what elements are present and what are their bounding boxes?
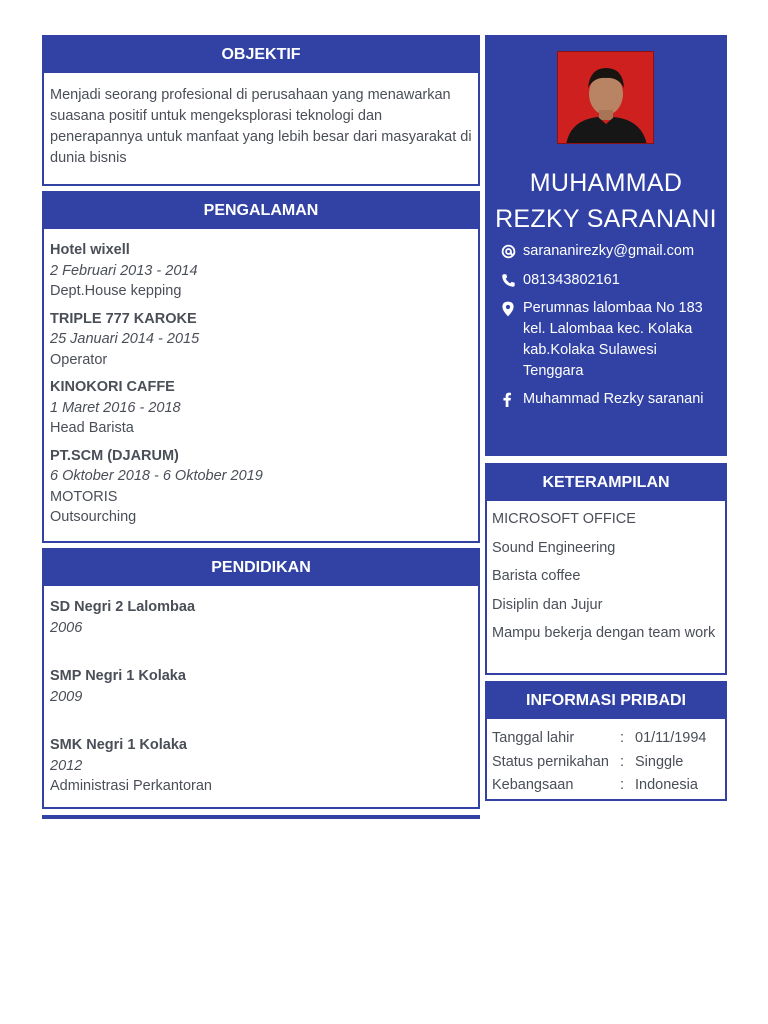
phone-icon bbox=[501, 270, 523, 295]
skills-section bbox=[485, 463, 727, 675]
skill-item: Sound Engineering bbox=[492, 539, 616, 556]
profile-name-line1: MUHAMMAD bbox=[529, 169, 683, 197]
contact-phone-text: 081343802161 bbox=[523, 272, 620, 288]
experience-period: 25 Januari 2014 - 2015 bbox=[50, 331, 200, 347]
education-item bbox=[50, 666, 472, 707]
experience-heading: PENGALAMAN bbox=[44, 193, 478, 229]
education-school: SD Negri 2 Lalombaa bbox=[50, 599, 196, 615]
personal-info-heading: INFORMASI PRIBADI bbox=[487, 683, 725, 719]
education-item bbox=[50, 735, 472, 797]
education-year: 2006 bbox=[50, 619, 83, 636]
contact-address bbox=[501, 298, 711, 382]
contact-email bbox=[501, 241, 711, 266]
section-divider bbox=[42, 815, 480, 819]
contact-email-text: sarananirezky@gmail.com bbox=[523, 243, 695, 259]
skill-item: MICROSOFT OFFICE bbox=[492, 511, 636, 527]
personal-info-row bbox=[492, 751, 720, 775]
contact-phone bbox=[501, 270, 711, 295]
personal-info-label: Tanggal lahir bbox=[492, 730, 575, 746]
experience-note: Outsourching bbox=[50, 509, 137, 525]
experience-section bbox=[42, 191, 480, 543]
experience-period: 1 Maret 2016 - 2018 bbox=[50, 399, 181, 416]
profile-panel bbox=[485, 35, 727, 456]
contact-address-text: Perumnas lalombaa No 183 kel. Lalombaa kec. Kolaka kab.Kolaka Sulawesi Tenggara bbox=[523, 300, 703, 379]
personal-info-separator: : bbox=[620, 777, 625, 793]
at-sign-icon bbox=[501, 241, 523, 266]
experience-item bbox=[50, 309, 472, 371]
profile-photo bbox=[557, 51, 654, 144]
experience-company: PT.SCM (DJARUM) bbox=[50, 447, 179, 464]
profile-name-line2: REZKY SARANANI bbox=[495, 205, 717, 233]
experience-role: Head Barista bbox=[50, 420, 134, 436]
experience-period: 6 Oktober 2018 - 6 Oktober 2019 bbox=[50, 468, 263, 484]
experience-role: Dept.House kepping bbox=[50, 283, 182, 299]
education-section bbox=[42, 548, 480, 809]
skill-item: Barista coffee bbox=[492, 568, 581, 584]
experience-role: MOTORIS bbox=[50, 488, 118, 505]
experience-company: KINOKORI CAFFE bbox=[50, 379, 175, 395]
map-pin-icon bbox=[501, 298, 523, 382]
education-item bbox=[50, 597, 472, 638]
experience-item bbox=[50, 446, 472, 528]
personal-info-value: Singgle bbox=[635, 753, 684, 770]
experience-period: 2 Februari 2013 - 2014 bbox=[50, 262, 198, 279]
personal-info-section bbox=[485, 681, 727, 801]
experience-role: Operator bbox=[50, 351, 108, 368]
personal-info-row bbox=[492, 727, 720, 751]
objective-section bbox=[42, 35, 480, 186]
skill-item: Disiplin dan Jujur bbox=[492, 596, 603, 613]
personal-info-value: 01/11/1994 bbox=[635, 730, 707, 746]
personal-info-row bbox=[492, 774, 720, 798]
facebook-icon bbox=[501, 389, 523, 414]
education-school: SMK Negri 1 Kolaka bbox=[50, 737, 187, 753]
personal-info-label: Kebangsaan bbox=[492, 777, 574, 793]
profile-name bbox=[485, 165, 727, 237]
experience-item bbox=[50, 377, 472, 439]
personal-info-separator: : bbox=[620, 730, 625, 746]
skills-heading: KETERAMPILAN bbox=[487, 465, 725, 501]
contact-facebook-text: Muhammad Rezky saranani bbox=[523, 391, 704, 407]
experience-company: Hotel wixell bbox=[50, 242, 130, 258]
education-year: 2009 bbox=[50, 688, 83, 705]
objective-heading: OBJEKTIF bbox=[44, 37, 478, 73]
experience-item bbox=[50, 240, 472, 302]
education-major: Administrasi Perkantoran bbox=[50, 778, 212, 794]
personal-info-value: Indonesia bbox=[635, 777, 698, 793]
personal-info-label: Status pernikahan bbox=[492, 753, 609, 770]
education-year: 2012 bbox=[50, 757, 83, 774]
skill-item: Mampu bekerja dengan team work bbox=[492, 625, 716, 641]
education-heading: PENDIDIKAN bbox=[44, 550, 478, 586]
experience-company: TRIPLE 777 KAROKE bbox=[50, 310, 197, 327]
education-school: SMP Negri 1 Kolaka bbox=[50, 668, 186, 684]
contact-facebook[interactable] bbox=[501, 389, 711, 414]
objective-text: Menjadi seorang profesional di perusahaan yang menawarkan suasana positif untuk mengeksplorasi teknologi dan penerapannya untuk manfaat yang lebih besar dari masyarakat di dunia bisnis bbox=[50, 87, 472, 166]
personal-info-separator: : bbox=[620, 753, 625, 770]
